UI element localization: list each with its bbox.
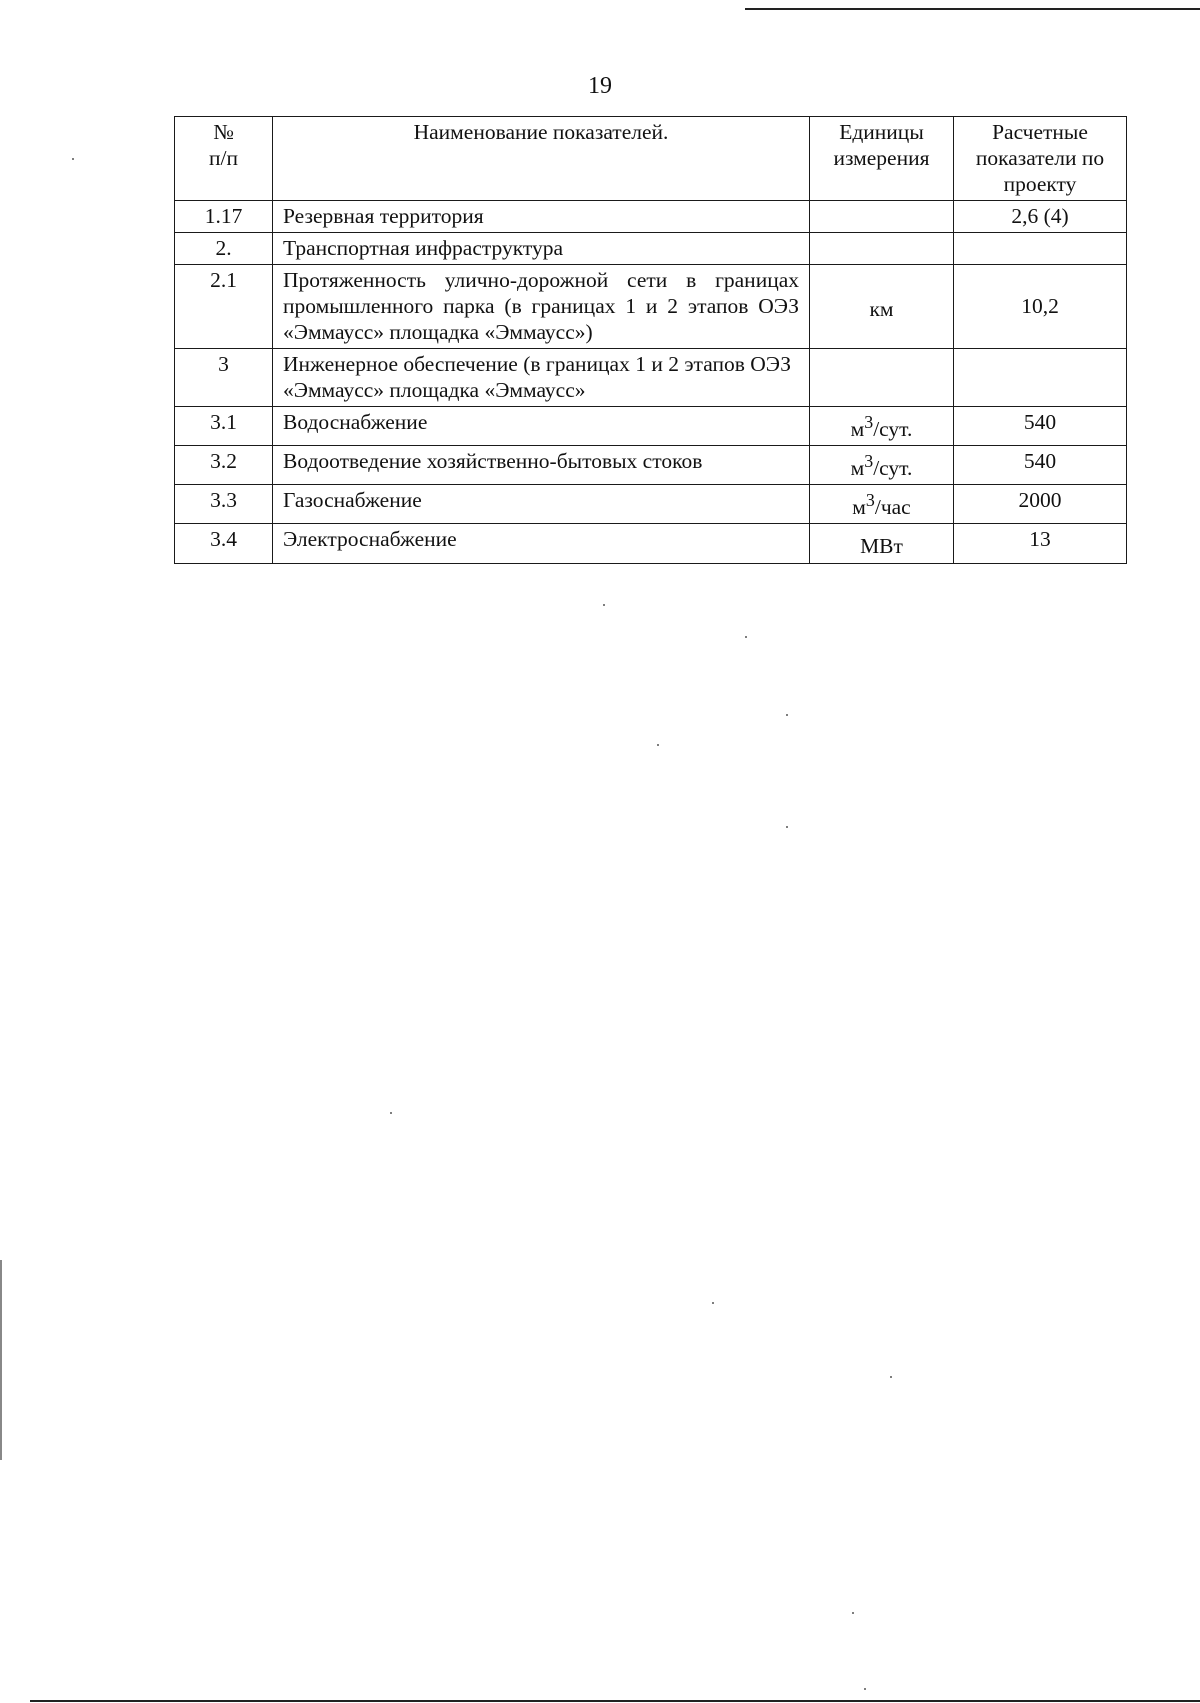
header-value-line: проекту <box>1003 172 1077 196</box>
row-unit <box>810 446 954 485</box>
table-row <box>175 349 1127 407</box>
scan-speck <box>745 636 747 638</box>
unit-rest: /сут. <box>873 456 913 481</box>
unit-base: км <box>869 297 894 322</box>
table-row <box>175 407 1127 446</box>
unit-base: МВт <box>860 534 903 559</box>
row-number: 3 <box>175 349 273 407</box>
scan-speck <box>603 604 605 606</box>
row-unit <box>810 407 954 446</box>
row-name: Газоснабжение <box>273 485 810 524</box>
scan-edge-line-bottom <box>30 1700 1200 1702</box>
header-number <box>175 117 273 201</box>
row-value: 10,2 <box>954 265 1127 349</box>
table-row <box>175 446 1127 485</box>
scan-speck <box>712 1302 714 1304</box>
row-value: 2000 <box>954 485 1127 524</box>
row-unit <box>810 485 954 524</box>
indicators-table <box>174 116 1127 564</box>
row-name: Электроснабжение <box>273 524 810 563</box>
row-number: 3.4 <box>175 524 273 563</box>
header-value-line: Расчетные <box>992 120 1088 144</box>
scan-speck <box>864 1688 866 1690</box>
row-value: 540 <box>954 407 1127 446</box>
scan-speck <box>786 714 788 716</box>
unit-base: м <box>852 495 866 520</box>
row-name: Протяженность улично-дорожной сети в границах промышленного парка (в границах 1 и 2 этапов ОЭЗ «Эммаусс» площадка «Эммаусс») <box>273 265 810 349</box>
row-number: 1.17 <box>175 201 273 233</box>
row-number: 2. <box>175 233 273 265</box>
scan-speck <box>890 1376 892 1378</box>
row-number: 3.1 <box>175 407 273 446</box>
unit-rest: /час <box>874 495 911 520</box>
table-row <box>175 201 1127 233</box>
row-value: 540 <box>954 446 1127 485</box>
row-value: 13 <box>954 524 1127 563</box>
page-number: 19 <box>588 73 612 99</box>
header-value <box>954 117 1127 201</box>
table-row <box>175 485 1127 524</box>
row-name: Резервная территория <box>273 201 810 233</box>
table-row <box>175 233 1127 265</box>
row-name: Водоотведение хозяйственно-бытовых стоков <box>273 446 810 485</box>
row-value: 2,6 (4) <box>954 201 1127 233</box>
scan-speck <box>390 1112 392 1114</box>
scan-speck <box>852 1612 854 1614</box>
row-name: Водоснабжение <box>273 407 810 446</box>
header-unit <box>810 117 954 201</box>
scan-speck <box>657 744 659 746</box>
table-header-row <box>175 117 1127 201</box>
row-unit <box>810 349 954 407</box>
unit-base: м <box>850 417 865 442</box>
unit-base: м <box>850 456 865 481</box>
unit-sup: 3 <box>864 451 874 472</box>
row-name: Транспортная инфраструктура <box>273 233 810 265</box>
row-number: 3.2 <box>175 446 273 485</box>
row-name: Инженерное обеспечение (в границах 1 и 2 этапов ОЭЗ «Эммаусс» площадка «Эммаусс» <box>273 349 810 407</box>
row-unit <box>810 265 954 349</box>
row-number: 2.1 <box>175 265 273 349</box>
unit-sup: 3 <box>864 412 874 432</box>
row-unit <box>810 524 954 563</box>
scan-speck <box>72 158 74 160</box>
header-indicator-name: Наименование показателей. <box>273 117 810 201</box>
scan-edge-line-top <box>745 8 1200 10</box>
unit-rest: /сут. <box>873 417 913 442</box>
scan-speck <box>786 826 788 828</box>
unit-sup: 3 <box>865 490 875 511</box>
row-unit <box>810 201 954 233</box>
row-number: 3.3 <box>175 485 273 524</box>
table-row <box>175 524 1127 563</box>
header-unit-line: измерения <box>833 146 930 170</box>
header-number-line: № <box>213 120 234 144</box>
row-value <box>954 349 1127 407</box>
header-value-line: показатели по <box>975 146 1105 170</box>
header-unit-line: Единицы <box>839 120 924 144</box>
row-value <box>954 233 1127 265</box>
header-number-line: п/п <box>209 146 238 170</box>
table-row <box>175 265 1127 349</box>
scan-edge-line-left <box>0 1260 2 1460</box>
row-unit <box>810 233 954 265</box>
